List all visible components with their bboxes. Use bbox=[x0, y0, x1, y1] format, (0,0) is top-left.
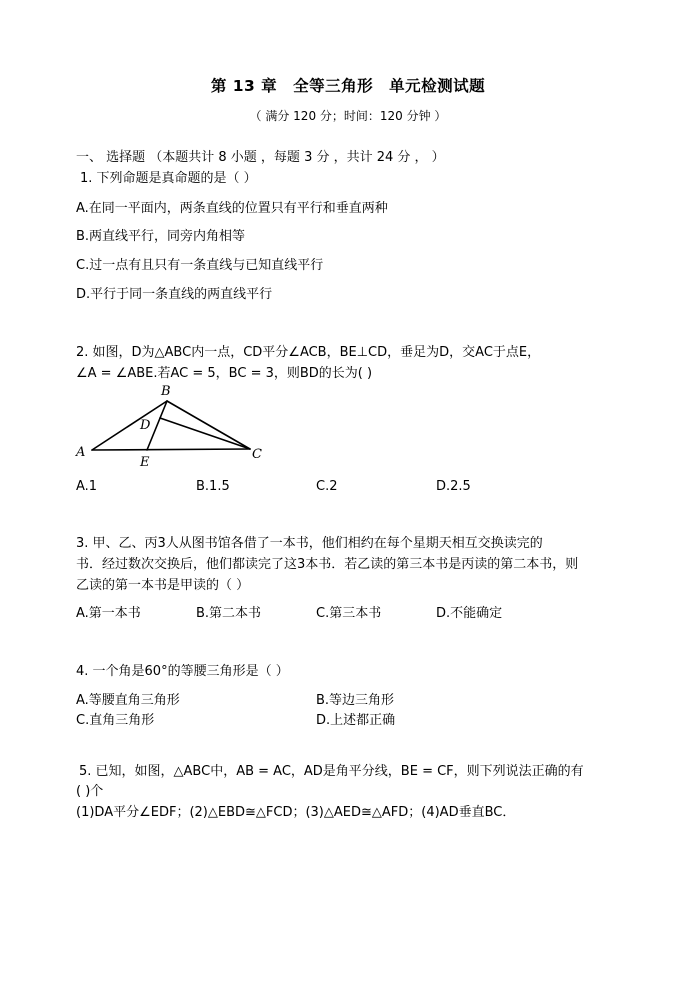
question-4-option-c: C.直角三角形 bbox=[76, 713, 155, 728]
question-1-option-b: B.两直线平行，同旁内角相等 bbox=[76, 229, 246, 244]
label-d: D bbox=[140, 418, 151, 433]
question-2-option-a: A.1 bbox=[76, 479, 98, 494]
page-title: 第 13 章 全等三角形 单元检测试题 bbox=[210, 77, 486, 95]
question-4-option-a: A.等腰直角三角形 bbox=[76, 693, 180, 708]
segment-ac bbox=[92, 449, 250, 450]
question-1-option-a: A.在同一平面内，两条直线的位置只有平行和垂直两种 bbox=[76, 201, 388, 216]
question-3-option-b: B.第二本书 bbox=[196, 606, 262, 621]
question-2-option-c: C.2 bbox=[316, 479, 338, 494]
question-2-triangle-figure bbox=[70, 380, 270, 468]
question-2-stem-line-2: ∠A = ∠ABE.若AC = 5，BC = 3，则BD的长为( ) bbox=[76, 366, 373, 381]
question-3-stem-line-3: 乙读的第一本书是甲读的（ ） bbox=[76, 578, 250, 593]
label-c: C bbox=[252, 447, 262, 462]
question-3-stem-line-1: 3. 甲、乙、丙3人从图书馆各借了一本书，他们相约在每个星期天相互交换读完的 bbox=[76, 536, 543, 551]
question-5-stem-line-2: ( )个 bbox=[76, 784, 104, 799]
question-5-stem-line-3: (1)DA平分∠EDF；(2)△EBD≅△FCD；(3)△AED≅△AFD；(4)AD垂直BC． bbox=[76, 805, 516, 820]
label-b: B bbox=[161, 384, 171, 399]
question-2-stem-line-1: 2. 如图，D为△ABC内一点，CD平分∠ACB，BE⊥CD，垂足为D，交AC于点E， bbox=[76, 345, 541, 360]
segment-ab bbox=[92, 401, 167, 450]
question-3-option-d: D.不能确定 bbox=[436, 606, 503, 621]
question-1-stem: 1. 下列命题是真命题的是（ ） bbox=[80, 171, 257, 186]
label-e: E bbox=[140, 455, 150, 468]
question-4-stem: 4. 一个角是60°的等腰三角形是（ ） bbox=[76, 664, 289, 679]
question-3-option-c: C.第三本书 bbox=[316, 606, 382, 621]
question-4-option-b: B.等边三角形 bbox=[316, 693, 395, 708]
question-3-option-a: A.第一本书 bbox=[76, 606, 141, 621]
question-2-option-b: B.1.5 bbox=[196, 479, 230, 494]
question-1-option-c: C.过一点有且只有一条直线与已知直线平行 bbox=[76, 258, 324, 273]
question-2-option-d: D.2.5 bbox=[436, 479, 471, 494]
section-heading: 一、 选择题 （本题共计 8 小题 ，每题 3 分 ，共计 24 分 ， ） bbox=[76, 150, 445, 165]
question-4-option-d: D.上述都正确 bbox=[316, 713, 396, 728]
question-5-stem-line-1: 5. 已知，如图，△ABC中，AB = AC，AD是角平分线，BE = CF，则下列说法正确的有 bbox=[79, 764, 584, 779]
label-a: A bbox=[76, 445, 86, 460]
question-3-stem-line-2: 书．经过数次交换后，他们都读完了这3本书．若乙读的第三本书是丙读的第二本书，则 bbox=[76, 557, 579, 572]
question-1-option-d: D.平行于同一条直线的两直线平行 bbox=[76, 287, 273, 302]
page-subtitle: （ 满分 120 分；时间：120 分钟 ） bbox=[249, 109, 447, 123]
